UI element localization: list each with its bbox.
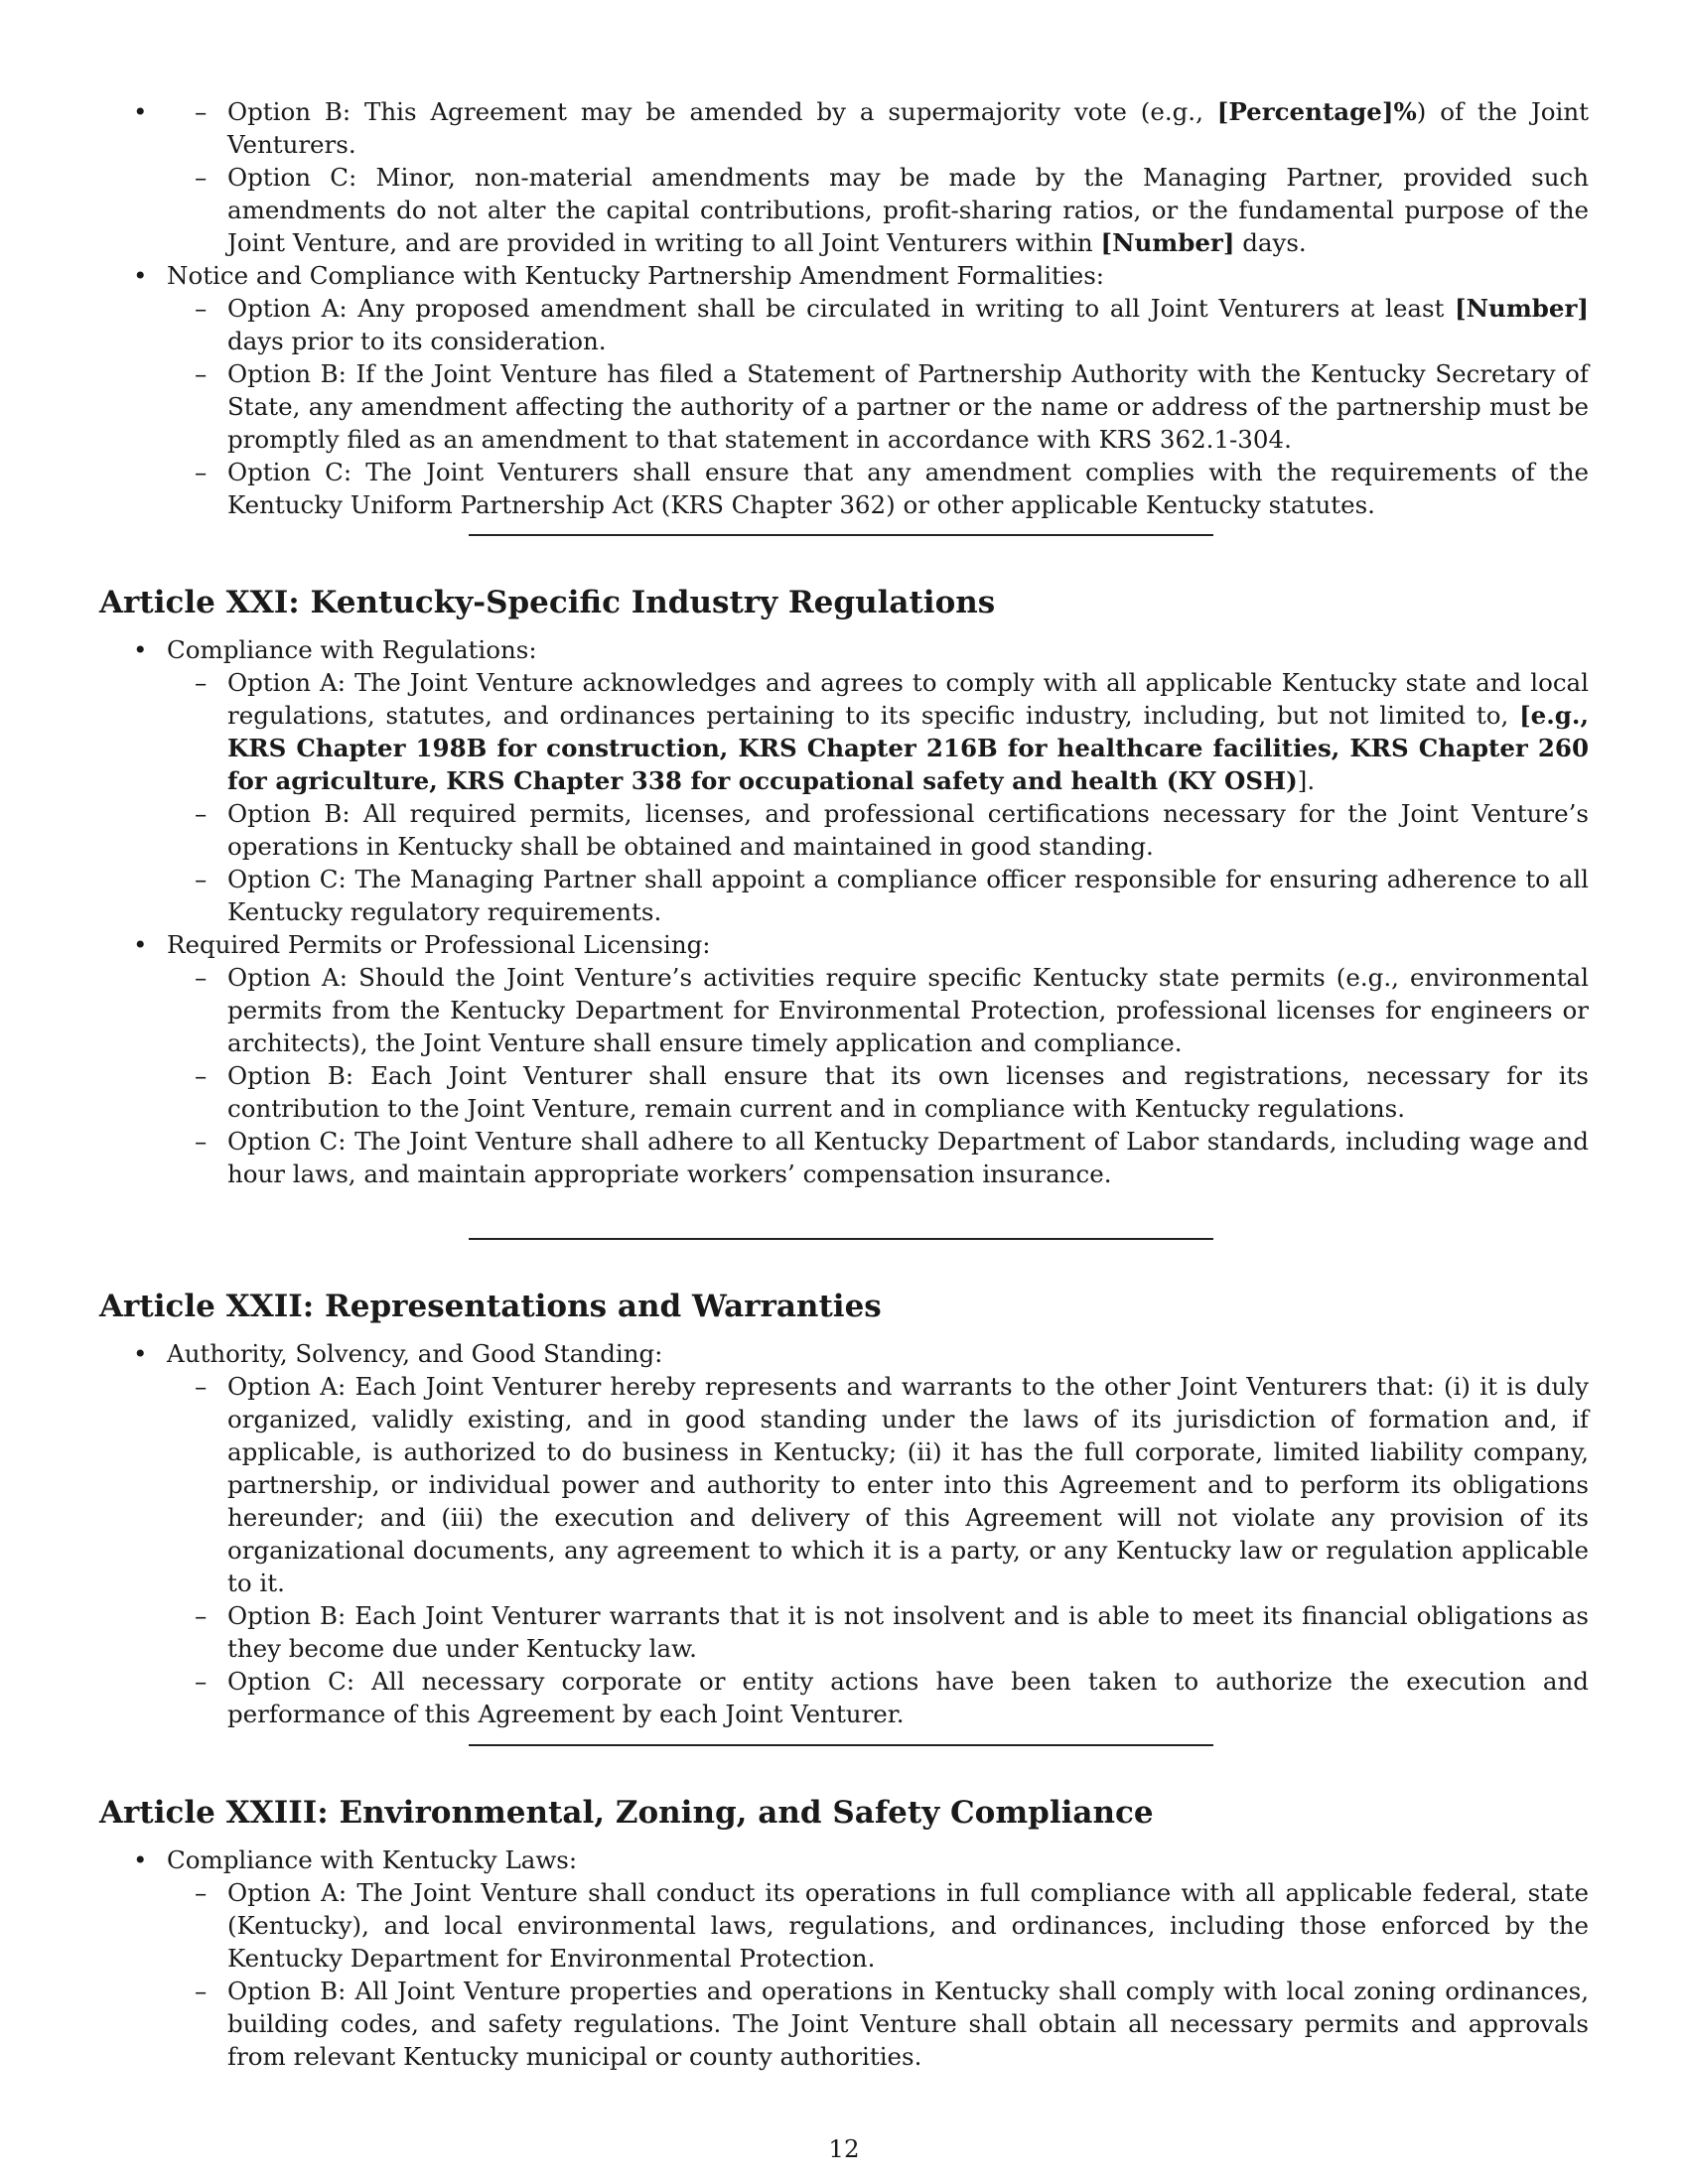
option-text: – Option C: The Managing Partner shall appoint a compliance officer responsible for ensuring adherence to all Kentucky regulatory requirements. [227,865,1589,926]
list-item [99,633,1589,928]
option-text: – Option B: Each Joint Venturer shall ensure that its own licenses and registrations, necessary for its contribution to the Joint Venture, remain current and in compliance with Kentucky regulations. [227,1061,1589,1123]
list-item [99,259,1589,521]
option-text: – Option C: The Joint Venture shall adhere to all Kentucky Department of Labor standards, including wage and hour laws, and maintain appropriate workers’ compensation insurance. [227,1127,1589,1188]
bullet-heading: Notice and Compliance with Kentucky Partnership Amendment Formalities: [167,261,1105,290]
option-text: – Option A: Any proposed amendment shall be circulated in writing to all Joint Venturers at least [Number] days prior to its consideration. [227,294,1589,355]
list-item [99,1599,1589,1665]
option-text: – Option A: The Joint Venture acknowledges and agrees to comply with all applicable Kentucky state and local regulations, statutes, and ordinances pertaining to its specific industry, including, but not limited to, [e.g., KRS Chapter 198B for construction, KRS Chapter 216B for healthcare facilities, KRS Chapter 260 for agriculture, KRS Chapter 338 for occupational safety and health (KY OSH)]. [227,668,1589,795]
list-item [99,1876,1589,1975]
list-item [99,666,1589,797]
list-item [99,1370,1589,1599]
list-item [99,928,1589,1190]
option-text: – Option B: If the Joint Venture has filed a Statement of Partnership Authority with the Kentucky Secretary of State, any amendment affecting the authority of a partner or the name or address of the partnership must be promptly filed as an amendment to that statement in accordance with KRS 362.1-304. [227,359,1589,454]
article-21 [99,584,1589,1190]
article-title: Article XXII: Representations and Warranties [99,1289,882,1324]
list-item [99,95,1589,259]
option-text: – Option B: All Joint Venture properties and operations in Kentucky shall comply with local zoning ordinances, building codes, and safety regulations. The Joint Venture shall obtain all necessary permits and approvals from relevant Kentucky municipal or county authorities. [227,1977,1589,2071]
sub-list [99,961,1589,1190]
article-list [99,1843,1589,2073]
option-text: – Option B: Each Joint Venturer warrants that it is not insolvent and is able to meet its financial obligations as they become due under Kentucky law. [227,1601,1589,1663]
list-item [99,863,1589,928]
article-list [99,1337,1589,1730]
article-22 [99,1288,1589,1730]
list-item [99,292,1589,357]
list-item [99,161,1589,259]
list-item [99,1843,1589,2073]
option-text: – Option C: The Joint Venturers shall ensure that any amendment complies with the requirements of the Kentucky Uniform Partnership Act (KRS Chapter 362) or other applicable Kentucky statutes. [227,458,1589,519]
divider-rule [469,1238,1213,1240]
continued-list [99,95,1589,521]
divider-rule [469,534,1213,536]
sub-list [99,292,1589,521]
list-item [99,961,1589,1059]
option-text: – Option A: Each Joint Venturer hereby represents and warrants to the other Joint Venturers that: (i) it is duly organized, validly existing, and in good standing under the laws of its jurisdiction of formation and, if applicable, is authorized to do business in Kentucky; (ii) it has the full corporate, limited liability company, partnership, or individual power and authority to enter into this Agreement and to perform its obligations hereunder; and (iii) the execution and delivery of this Agreement will not violate any provision of its organizational documents, any agreement to which it is a party, or any Kentucky law or regulation applicable to it. [227,1372,1589,1597]
list-item [99,95,1589,161]
option-text: – Option C: All necessary corporate or entity actions have been taken to authorize the execution and performance of this Agreement by each Joint Venturer. [227,1667,1589,1728]
list-item [99,1975,1589,2073]
article-23 [99,1794,1589,2073]
article-title: Article XXIII: Environmental, Zoning, and Safety Compliance [99,1795,1154,1831]
option-text: – Option A: Should the Joint Venture’s activities require specific Kentucky state permits (e.g., environmental permits from the Kentucky Department for Environmental Protection, professional licenses for engineers or architects), the Joint Venture shall ensure timely application and compliance. [227,963,1589,1057]
list-item [99,456,1589,521]
option-text: – Option B: All required permits, licenses, and professional certifications necessary for the Joint Venture’s operations in Kentucky shall be obtained and maintained in good standing. [227,799,1589,861]
list-item [99,357,1589,456]
list-item [99,1125,1589,1190]
bullet-heading: Compliance with Kentucky Laws: [167,1845,578,1874]
option-text: – • Option B: This Agreement may be amended by a supermajority vote (e.g., [Percentage]%) of the Joint Venturers. [227,97,1589,159]
sub-list [99,666,1589,928]
option-text: – Option C: Minor, non-material amendments may be made by the Managing Partner, provided such amendments do not alter the capital contributions, profit-sharing ratios, or the fundamental purpose of the Joint Venture, and are provided in writing to all Joint Venturers within [Number] days. [227,163,1589,257]
bullet-heading: Authority, Solvency, and Good Standing: [167,1339,663,1368]
bullet-heading: Required Permits or Professional Licensing: [167,930,711,959]
list-item [99,1337,1589,1730]
sub-list [99,95,1589,259]
article-title: Article XXI: Kentucky-Specific Industry Regulations [99,585,996,620]
list-item [99,1665,1589,1730]
page-number: 12 [828,2134,860,2163]
continued-section [99,95,1589,521]
list-item [99,797,1589,863]
sub-list [99,1876,1589,2073]
divider-rule [469,1744,1213,1746]
article-list [99,633,1589,1190]
sub-list [99,1370,1589,1730]
bullet-heading: Compliance with Regulations: [167,635,537,664]
list-item [99,1059,1589,1125]
option-text: – Option A: The Joint Venture shall conduct its operations in full compliance with all applicable federal, state (Kentucky), and local environmental laws, regulations, and ordinances, including those enforced by the Kentucky Department for Environmental Protection. [227,1878,1589,1973]
